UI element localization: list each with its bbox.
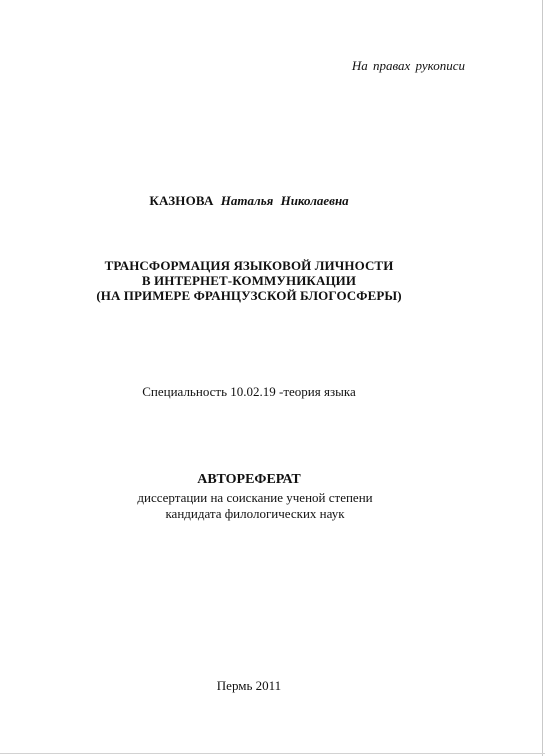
document-type-heading: АВТОРЕФЕРАТ [197,472,301,487]
title-line: (НА ПРИМЕРЕ ФРАНЦУЗСКОЙ БЛОГОСФЕРЫ) [96,288,402,303]
degree-description [0,490,510,522]
degree-line: диссертации на соискание ученой степени [137,490,373,505]
author-given-names: Наталья Николаевна [220,193,349,208]
city-year: Пермь 2011 [216,678,282,693]
page-right-edge [542,0,543,756]
author-name [0,193,498,209]
dissertation-title [0,258,498,303]
title-line: ТРАНСФОРМАЦИЯ ЯЗЫКОВОЙ ЛИЧНОСТИ [104,258,394,273]
title-line: В ИНТЕРНЕТ-КОММУНИКАЦИИ [141,273,357,288]
specialty-code: Специальность 10.02.19 -теория языка [142,384,356,399]
page-bottom-edge [0,753,545,754]
degree-line: кандидата филологических наук [165,506,345,521]
manuscript-rights-note: На правах рукописи [351,58,465,73]
author-surname: КАЗНОВА [149,193,214,208]
